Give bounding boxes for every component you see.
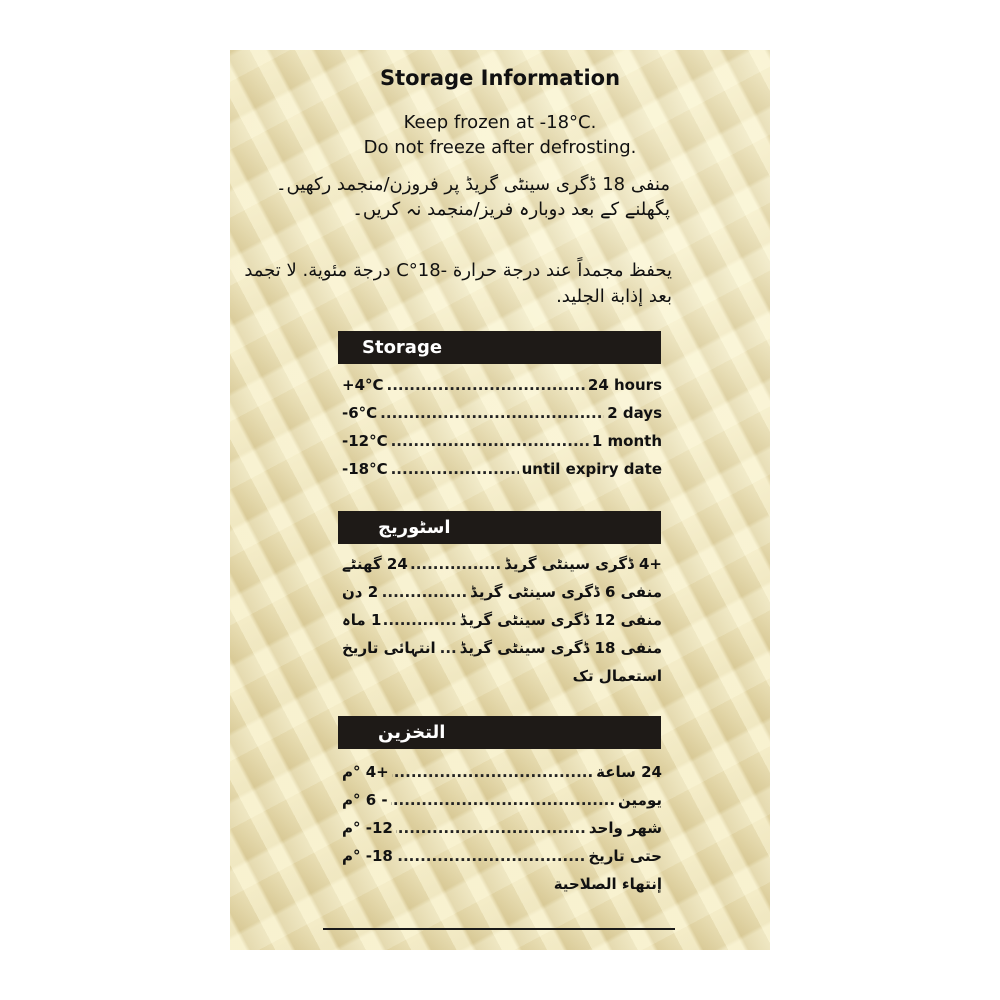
storage-table-en xyxy=(342,371,662,483)
dot-leader xyxy=(396,814,586,842)
duration: 24 ساعة xyxy=(596,763,662,781)
temperature: -12°C xyxy=(342,432,388,450)
storage-row xyxy=(342,427,662,455)
dot-leader xyxy=(380,399,604,427)
duration: 24 گھنٹے xyxy=(342,555,408,573)
duration: 24 hours xyxy=(587,376,662,394)
storage-row xyxy=(342,399,662,427)
english-instructions xyxy=(230,110,770,160)
dot-leader xyxy=(439,634,457,662)
english-line-2: Do not freeze after defrosting. xyxy=(363,137,637,158)
dot-leader xyxy=(396,842,585,870)
urdu-instructions: منفی 18 ڈگری سینٹی گریڈ پر فروزن/منجمد رکھیں۔ پگھلنے کے بعد دوبارہ فریز/منجمد نہ کریں۔ xyxy=(275,174,670,220)
duration: شهر واحد xyxy=(588,819,662,837)
storage-info-card xyxy=(230,50,770,950)
temperature: - 6 °م xyxy=(342,791,388,809)
storage-heading-ar: التخزين xyxy=(338,716,661,749)
dot-leader xyxy=(391,427,589,455)
temperature: منفی 6 ڈگری سینٹی گریڈ xyxy=(470,583,662,601)
bottom-divider xyxy=(323,928,675,930)
storage-row xyxy=(342,578,662,606)
page-title: Storage Information xyxy=(379,66,621,90)
dot-leader xyxy=(391,786,615,814)
duration: انتہائی تاریخ xyxy=(342,639,436,657)
duration: 1 ماہ xyxy=(342,611,382,629)
temperature: 12- °م xyxy=(342,819,393,837)
temperature: +4 ڈگری سینٹی گریڈ xyxy=(504,555,662,573)
storage-row xyxy=(342,455,662,483)
storage-heading-ur: اسٹوریج xyxy=(338,511,661,544)
duration: يومين xyxy=(618,791,662,809)
temperature: +4°C xyxy=(342,376,384,394)
temperature: -6°C xyxy=(342,404,378,422)
temperature: منفی 12 ڈگری سینٹی گریڈ xyxy=(459,611,662,629)
storage-row xyxy=(342,842,662,870)
duration: 1 month xyxy=(591,432,662,450)
dot-leader xyxy=(384,606,456,634)
arabic-instructions: يحفظ مجمداً عند درجة حرارة -18°C درجة مئوية. لا تجمد بعد إذابة الجليد. xyxy=(244,260,672,307)
temperature: منفی 18 ڈگری سینٹی گریڈ xyxy=(459,639,662,657)
english-line-1: Keep frozen at -18°C. xyxy=(403,112,597,133)
storage-row xyxy=(342,634,662,662)
storage-row xyxy=(342,606,662,634)
duration: until expiry date xyxy=(521,460,662,478)
temperature: -18°C xyxy=(342,460,388,478)
dot-leader xyxy=(411,550,501,578)
duration: 2 دن xyxy=(342,583,379,601)
dot-leader xyxy=(381,578,467,606)
temperature: 18- °م xyxy=(342,847,393,865)
storage-row-continuation: استعمال تک xyxy=(572,667,662,685)
storage-table-ar xyxy=(342,758,662,898)
storage-row xyxy=(342,371,662,399)
storage-row xyxy=(342,786,662,814)
dot-leader xyxy=(391,455,519,483)
storage-heading-en: Storage xyxy=(338,331,661,364)
temperature: +4 °م xyxy=(342,763,389,781)
duration: حتى تاريخ xyxy=(588,847,662,865)
storage-row xyxy=(342,814,662,842)
dot-leader xyxy=(392,758,593,786)
storage-table-ur xyxy=(342,550,662,690)
storage-row-continuation: إنتهاء الصلاحية xyxy=(553,875,662,893)
dot-leader xyxy=(387,371,585,399)
storage-row xyxy=(342,550,662,578)
storage-row xyxy=(342,758,662,786)
duration: 2 days xyxy=(607,404,662,422)
